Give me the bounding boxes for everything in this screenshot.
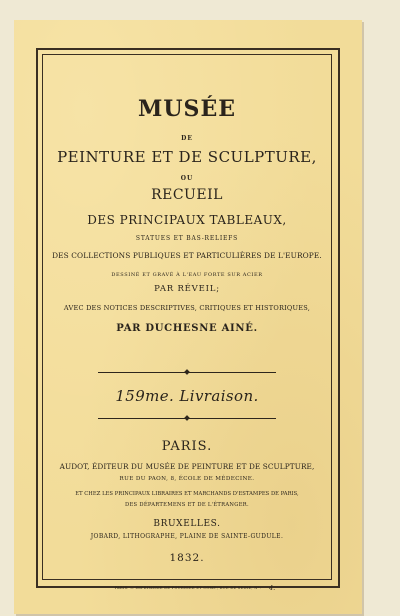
conjunction-ou: OU bbox=[180, 175, 194, 182]
main-title: MUSÉE bbox=[138, 96, 236, 122]
engraver-name: PAR RÉVEIL; bbox=[154, 284, 220, 294]
statues-line: STATUES ET BAS-RELIEFS bbox=[135, 235, 239, 242]
issue-number: 159me. Livraison. bbox=[115, 387, 259, 405]
divider-ornament bbox=[184, 369, 190, 375]
publication-year: 1832. bbox=[169, 552, 205, 564]
printer-imprint: PARIS. — IMPRIMERIE DE FOURNIER ET COMP., RUE DE SEINE, Nº. bbox=[114, 586, 262, 590]
collections-line: DES COLLECTIONS PUBLIQUES ET PARTICULIÈRES DE L'EUROPE. bbox=[52, 251, 322, 260]
publisher-line: AUDOT, ÉDITEUR DU MUSÉE DE PEINTURE ET DE SCULPTURE, bbox=[59, 462, 315, 471]
conjunction-de: DE bbox=[181, 135, 193, 142]
departments-line: DES DÉPARTEMENS ET DE L'ÉTRANGER. bbox=[125, 502, 249, 508]
subject-title: PEINTURE ET DE SCULPTURE, bbox=[57, 148, 317, 166]
booksellers-line: ET CHEZ LES PRINCIPAUX LIBRAIRES ET MARCHANDS D'ESTAMPES DE PARIS, bbox=[75, 491, 299, 497]
author-name: PAR DUCHESNE AINÉ. bbox=[116, 323, 258, 334]
recueil-title: RECUEIL bbox=[151, 187, 223, 203]
title-page-content bbox=[42, 54, 332, 580]
printer-number: 4. bbox=[269, 584, 276, 592]
book-cover bbox=[14, 20, 362, 614]
second-city: BRUXELLES. bbox=[153, 519, 221, 529]
publication-city: PARIS. bbox=[161, 439, 213, 454]
publisher-address: RUE DU PAON, 8, ÉCOLE DE MÉDECINE. bbox=[119, 476, 255, 482]
notices-line: AVEC DES NOTICES DESCRIPTIVES, CRITIQUES ET HISTORIQUES, bbox=[63, 304, 311, 312]
engraving-line: DESSINÉ ET GRAVÉ À L'EAU FORTE SUR ACIER bbox=[111, 272, 263, 278]
lithographer-line: JOBARD, LITHOGRAPHE, PLAINE DE SAINTE-GUDULE. bbox=[90, 533, 284, 540]
principaux-title: DES PRINCIPAUX TABLEAUX, bbox=[87, 213, 287, 227]
divider-ornament bbox=[184, 415, 190, 421]
